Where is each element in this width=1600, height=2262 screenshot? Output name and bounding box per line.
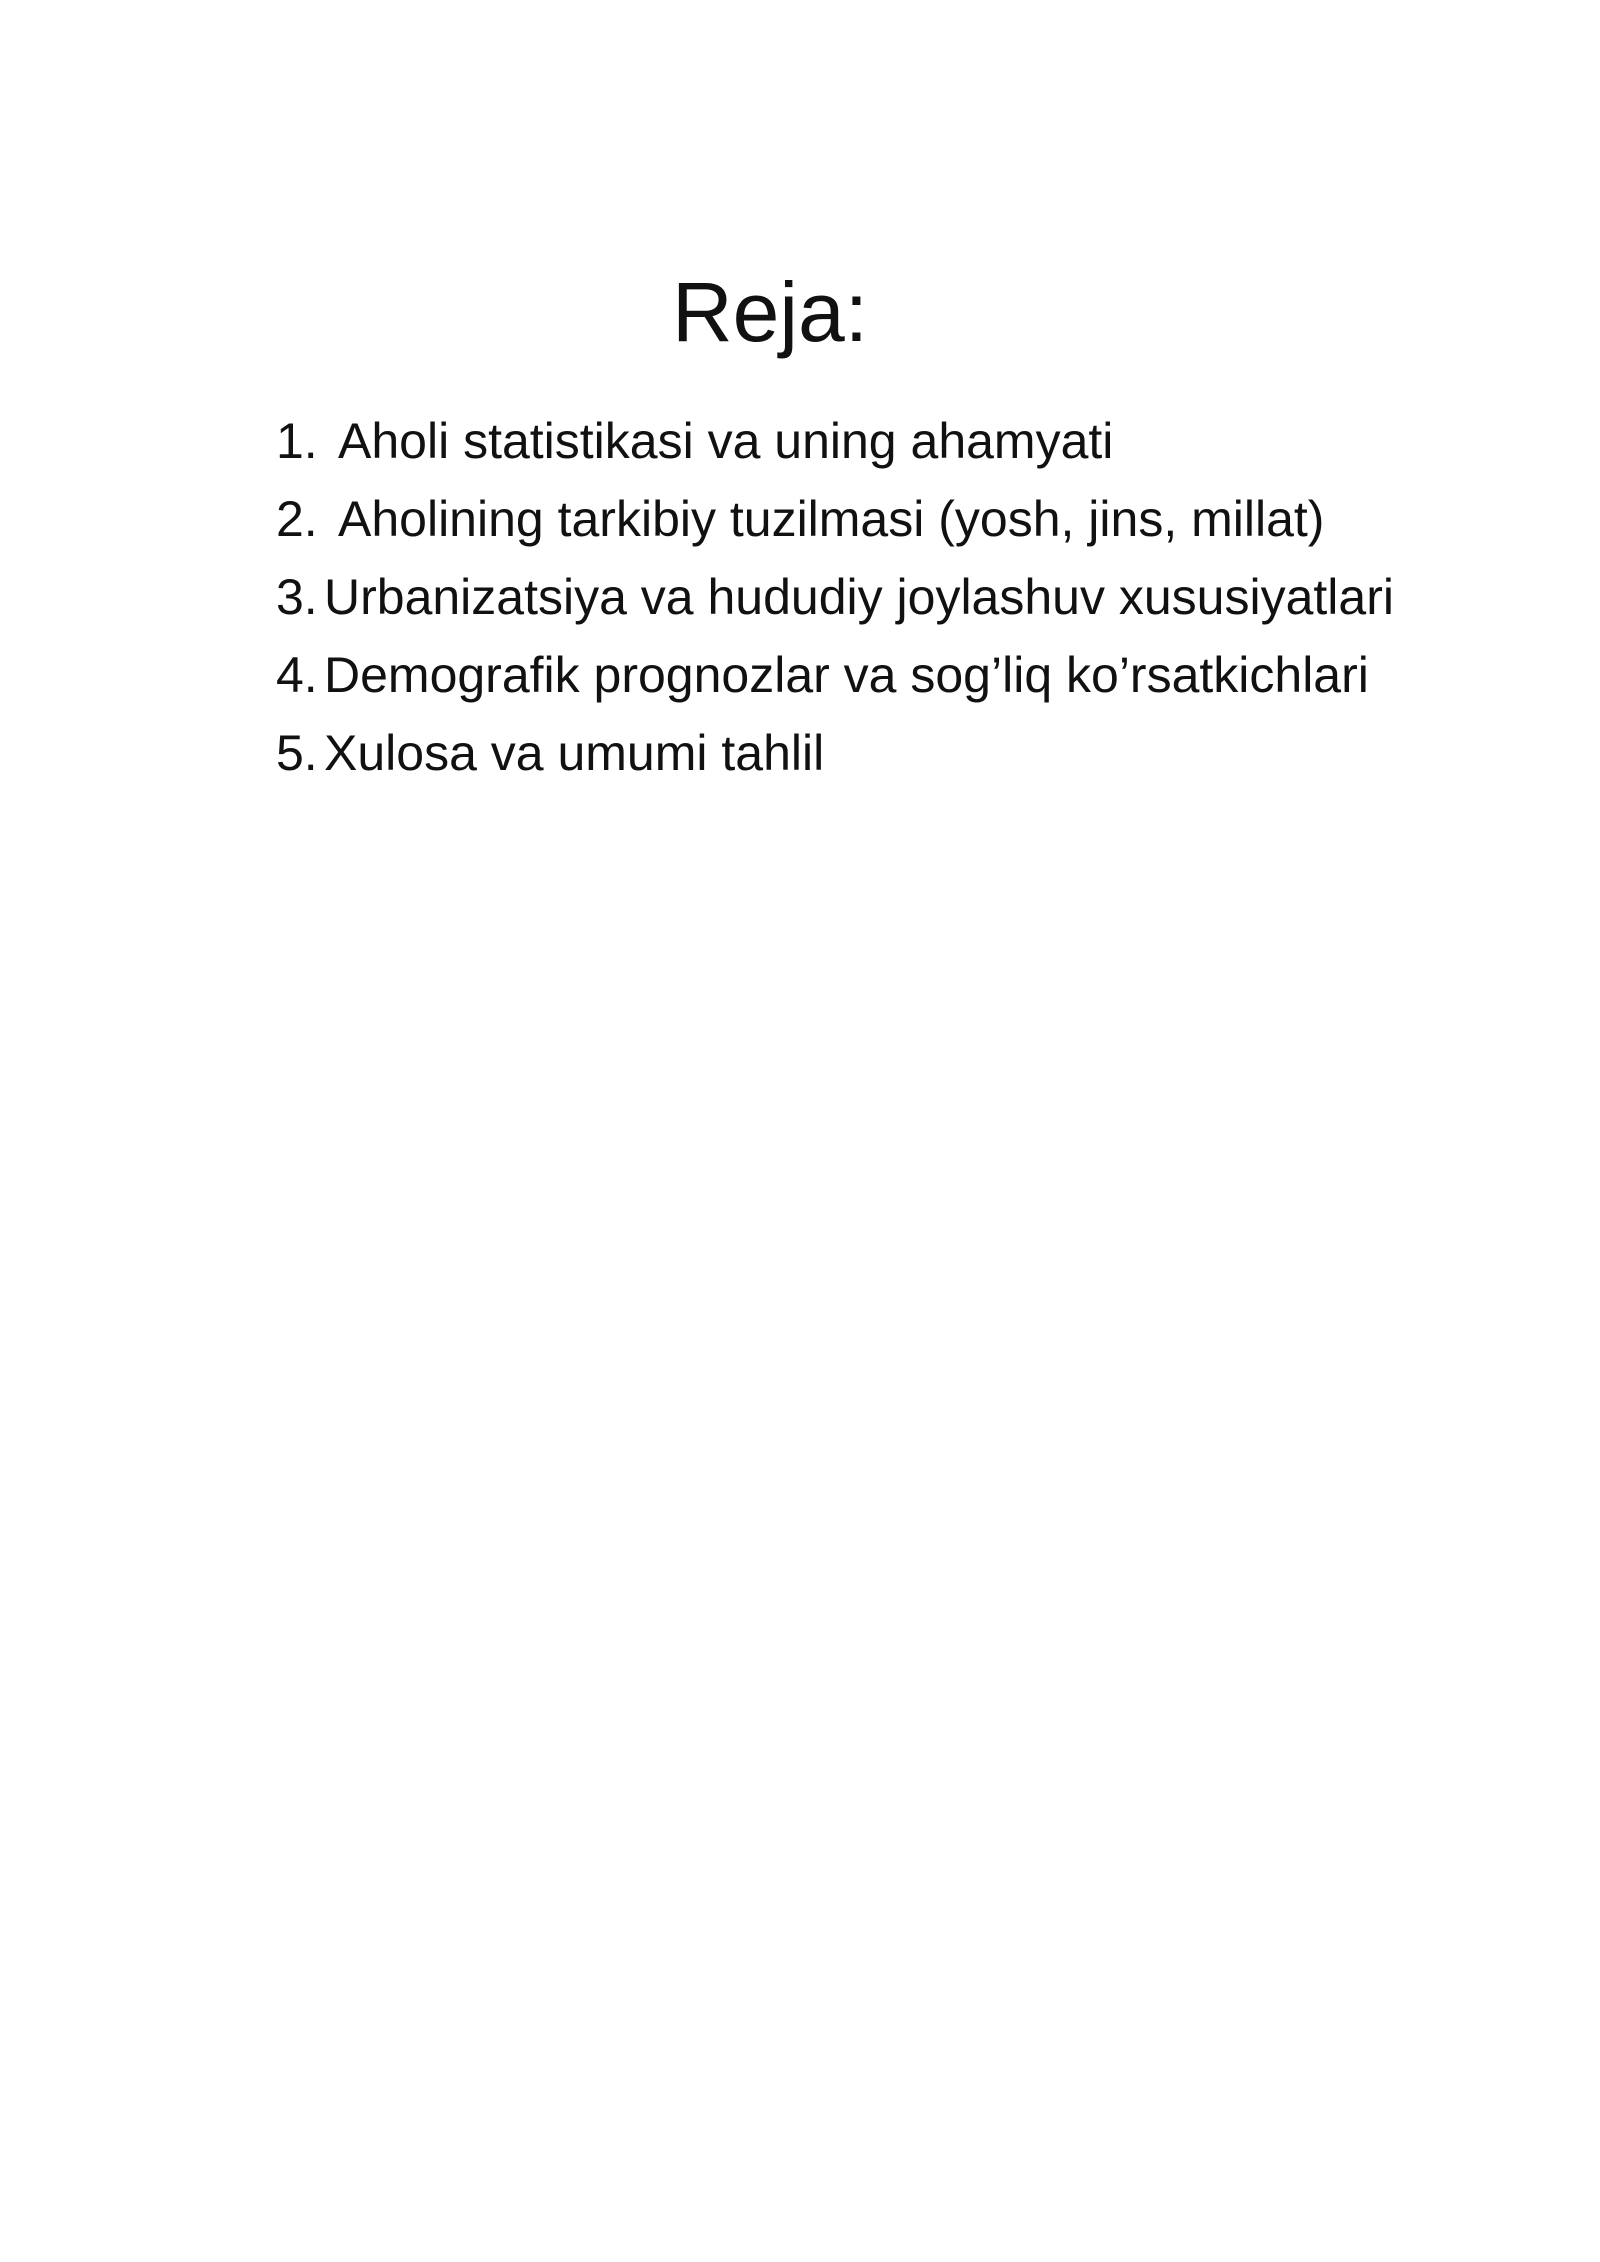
- list-item-number: 2.: [276, 491, 318, 547]
- list-item: [276, 714, 1576, 792]
- list-item-text: Aholining tarkibiy tuzilmasi (yosh, jins, millat): [338, 491, 1325, 547]
- list-item: [276, 636, 1576, 714]
- list-item-number: 5.: [276, 725, 318, 781]
- list-item-number: 4.: [276, 647, 318, 703]
- list-item-number: 1.: [276, 413, 318, 469]
- list-item: [276, 402, 1576, 480]
- list-item: [276, 480, 1576, 558]
- list-item-text: Demografik prognozlar va sog’liq ko’rsatkichlari: [324, 647, 1369, 703]
- list-item: [276, 558, 1576, 636]
- list-item-text: Aholi statistikasi va uning ahamyati: [338, 413, 1114, 469]
- list-item-number: 3.: [276, 569, 318, 625]
- list-item-text: Urbanizatsiya va hududiy joylashuv xususiyatlari: [324, 569, 1394, 625]
- list-item-text: Xulosa va umumi tahlil: [324, 725, 825, 781]
- page-title: Reja:: [671, 265, 869, 359]
- plan-list: [276, 402, 1576, 792]
